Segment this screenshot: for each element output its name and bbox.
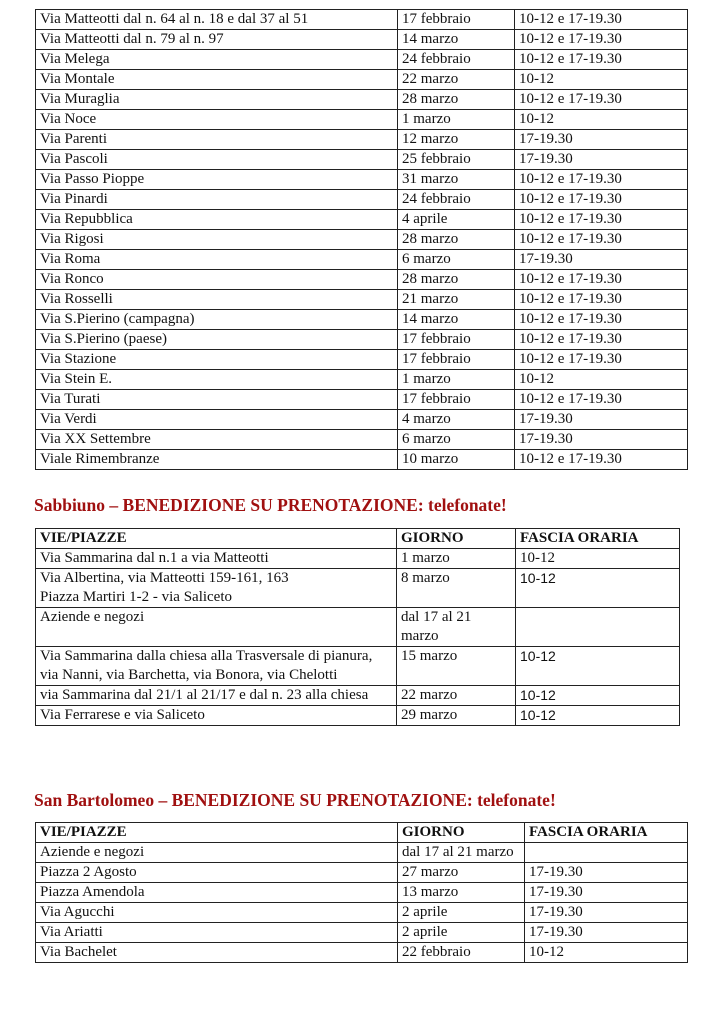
- cell-time: 17-19.30: [515, 250, 688, 270]
- cell-street: Via Passo Pioppe: [36, 170, 398, 190]
- cell-street: Via Stein E.: [36, 370, 398, 390]
- cell-date: 1 marzo: [398, 110, 515, 130]
- table-row: [36, 190, 688, 210]
- cell-street: Piazza Amendola: [36, 883, 398, 903]
- cell-street: Via Ronco: [36, 270, 398, 290]
- cell-street: Via S.Pierino (paese): [36, 330, 398, 350]
- cell-date: 25 febbraio: [398, 150, 515, 170]
- cell-date: dal 17 al 21 marzo: [397, 608, 516, 647]
- table-row: [36, 170, 688, 190]
- cell-street: Via Stazione: [36, 350, 398, 370]
- cell-time: 10-12 e 17-19.30: [515, 230, 688, 250]
- cell-street: Via Albertina, via Matteotti 159-161, 163 Piazza Martiri 1-2 - via Saliceto: [36, 569, 397, 608]
- cell-time: 10-12: [515, 110, 688, 130]
- table-row: [36, 310, 688, 330]
- cell-date: 14 marzo: [398, 30, 515, 50]
- cell-street: Viale Rimembranze: [36, 450, 398, 470]
- cell-street: Via Roma: [36, 250, 398, 270]
- cell-time: 10-12 e 17-19.30: [515, 170, 688, 190]
- schedule-table-main: [35, 9, 688, 470]
- cell-date: 4 marzo: [398, 410, 515, 430]
- table-row: [36, 270, 688, 290]
- cell-time: 10-12 e 17-19.30: [515, 330, 688, 350]
- cell-time: [516, 608, 680, 647]
- cell-date: 28 marzo: [398, 90, 515, 110]
- cell-street: Aziende e negozi: [36, 843, 398, 863]
- cell-date: 6 marzo: [398, 430, 515, 450]
- table-row: [36, 410, 688, 430]
- cell-street: Via S.Pierino (campagna): [36, 310, 398, 330]
- table-row: [36, 390, 688, 410]
- table-row: [36, 250, 688, 270]
- cell-date: 6 marzo: [398, 250, 515, 270]
- cell-street: Via Turati: [36, 390, 398, 410]
- table-row: [36, 923, 688, 943]
- table-row: [36, 843, 688, 863]
- table-row: [36, 549, 680, 569]
- cell-date: 2 aprile: [398, 923, 525, 943]
- cell-street: Via Rosselli: [36, 290, 398, 310]
- header-time: FASCIA ORARIA: [525, 823, 688, 843]
- cell-time: 17-19.30: [515, 430, 688, 450]
- cell-time: 10-12: [516, 686, 680, 706]
- cell-date: 13 marzo: [398, 883, 525, 903]
- cell-street: Via Verdi: [36, 410, 398, 430]
- cell-time: 10-12: [516, 706, 680, 726]
- cell-time: 10-12 e 17-19.30: [515, 30, 688, 50]
- cell-street: Via Rigosi: [36, 230, 398, 250]
- schedule-table-sabbiuno: [35, 528, 680, 726]
- cell-date: 1 marzo: [398, 370, 515, 390]
- cell-time: 17-19.30: [525, 863, 688, 883]
- table-row: [36, 90, 688, 110]
- cell-street: Via Ariatti: [36, 923, 398, 943]
- cell-street: Via Sammarina dal n.1 a via Matteotti: [36, 549, 397, 569]
- cell-date: 12 marzo: [398, 130, 515, 150]
- cell-time: 10-12 e 17-19.30: [515, 450, 688, 470]
- cell-street: Via Agucchi: [36, 903, 398, 923]
- cell-time: 10-12: [525, 943, 688, 963]
- cell-time: 17-19.30: [515, 410, 688, 430]
- table-row: [36, 70, 688, 90]
- cell-time: 17-19.30: [515, 150, 688, 170]
- cell-date: 28 marzo: [398, 270, 515, 290]
- cell-street: Via Pascoli: [36, 150, 398, 170]
- cell-date: 10 marzo: [398, 450, 515, 470]
- table-row: [36, 210, 688, 230]
- header-street: VIE/PIAZZE: [36, 529, 397, 549]
- cell-time: 17-19.30: [525, 883, 688, 903]
- table-row: [36, 608, 680, 647]
- table-row: [36, 450, 688, 470]
- cell-time: 10-12: [516, 549, 680, 569]
- cell-street: Via Repubblica: [36, 210, 398, 230]
- cell-time: 10-12 e 17-19.30: [515, 390, 688, 410]
- cell-street: Via Montale: [36, 70, 398, 90]
- table-row: [36, 569, 680, 608]
- cell-time: [525, 843, 688, 863]
- table-row: [36, 686, 680, 706]
- table-row: [36, 130, 688, 150]
- table-row: [36, 350, 688, 370]
- cell-date: dal 17 al 21 marzo: [398, 843, 525, 863]
- cell-time: 10-12: [516, 569, 680, 608]
- cell-street: Via Parenti: [36, 130, 398, 150]
- cell-date: 8 marzo: [397, 569, 516, 608]
- cell-street: Via Matteotti dal n. 64 al n. 18 e dal 37 al 51: [36, 10, 398, 30]
- cell-street: Via Sammarina dalla chiesa alla Trasversale di pianura, via Nanni, via Barchetta, via Bonora, via Chelotti: [36, 647, 397, 686]
- table-row: [36, 370, 688, 390]
- header-street: VIE/PIAZZE: [36, 823, 398, 843]
- cell-date: 17 febbraio: [398, 390, 515, 410]
- cell-date: 24 febbraio: [398, 190, 515, 210]
- cell-date: 21 marzo: [398, 290, 515, 310]
- cell-date: 22 febbraio: [398, 943, 525, 963]
- cell-date: 27 marzo: [398, 863, 525, 883]
- cell-date: 28 marzo: [398, 230, 515, 250]
- cell-street: Aziende e negozi: [36, 608, 397, 647]
- table-row: [36, 230, 688, 250]
- cell-date: 17 febbraio: [398, 10, 515, 30]
- cell-street: Via Melega: [36, 50, 398, 70]
- cell-street: Piazza 2 Agosto: [36, 863, 398, 883]
- header-time: FASCIA ORARIA: [516, 529, 680, 549]
- cell-date: 31 marzo: [398, 170, 515, 190]
- section-title-sabbiuno: Sabbiuno – BENEDIZIONE SU PRENOTAZIONE: telefonate!: [34, 495, 507, 515]
- table-row: [36, 50, 688, 70]
- cell-time: 10-12 e 17-19.30: [515, 290, 688, 310]
- table-row: [36, 150, 688, 170]
- cell-time: 10-12 e 17-19.30: [515, 210, 688, 230]
- table-row: [36, 110, 688, 130]
- cell-date: 17 febbraio: [398, 330, 515, 350]
- cell-time: 10-12 e 17-19.30: [515, 350, 688, 370]
- table-row: [36, 30, 688, 50]
- cell-date: 22 marzo: [398, 70, 515, 90]
- table-header-row: [36, 529, 680, 549]
- table-row: [36, 330, 688, 350]
- schedule-table-san-bartolomeo: [35, 822, 688, 963]
- cell-date: 2 aprile: [398, 903, 525, 923]
- cell-time: 10-12 e 17-19.30: [515, 310, 688, 330]
- cell-time: 10-12: [515, 70, 688, 90]
- cell-time: 17-19.30: [515, 130, 688, 150]
- cell-date: 29 marzo: [397, 706, 516, 726]
- cell-date: 17 febbraio: [398, 350, 515, 370]
- cell-street: Via Ferrarese e via Saliceto: [36, 706, 397, 726]
- cell-time: 10-12 e 17-19.30: [515, 90, 688, 110]
- table-row: [36, 903, 688, 923]
- cell-street: Via Bachelet: [36, 943, 398, 963]
- cell-date: 4 aprile: [398, 210, 515, 230]
- cell-time: 17-19.30: [525, 923, 688, 943]
- header-date: GIORNO: [397, 529, 516, 549]
- table-row: [36, 430, 688, 450]
- cell-street: Via Matteotti dal n. 79 al n. 97: [36, 30, 398, 50]
- cell-street: Via Muraglia: [36, 90, 398, 110]
- section-title-san-bartolomeo: San Bartolomeo – BENEDIZIONE SU PRENOTAZIONE: telefonate!: [34, 790, 556, 810]
- table-row: [36, 863, 688, 883]
- cell-date: 22 marzo: [397, 686, 516, 706]
- cell-street: Via Noce: [36, 110, 398, 130]
- table-row: [36, 706, 680, 726]
- cell-date: 24 febbraio: [398, 50, 515, 70]
- header-date: GIORNO: [398, 823, 525, 843]
- cell-time: 10-12: [516, 647, 680, 686]
- table-row: [36, 290, 688, 310]
- cell-date: 15 marzo: [397, 647, 516, 686]
- table-row: [36, 943, 688, 963]
- cell-street: via Sammarina dal 21/1 al 21/17 e dal n. 23 alla chiesa: [36, 686, 397, 706]
- cell-time: 10-12 e 17-19.30: [515, 10, 688, 30]
- cell-date: 1 marzo: [397, 549, 516, 569]
- cell-time: 10-12 e 17-19.30: [515, 190, 688, 210]
- cell-time: 10-12 e 17-19.30: [515, 50, 688, 70]
- table-row: [36, 883, 688, 903]
- cell-street: Via XX Settembre: [36, 430, 398, 450]
- cell-time: 17-19.30: [525, 903, 688, 923]
- cell-street: Via Pinardi: [36, 190, 398, 210]
- cell-time: 10-12 e 17-19.30: [515, 270, 688, 290]
- cell-time: 10-12: [515, 370, 688, 390]
- table-header-row: [36, 823, 688, 843]
- table-row: [36, 647, 680, 686]
- table-row: [36, 10, 688, 30]
- cell-date: 14 marzo: [398, 310, 515, 330]
